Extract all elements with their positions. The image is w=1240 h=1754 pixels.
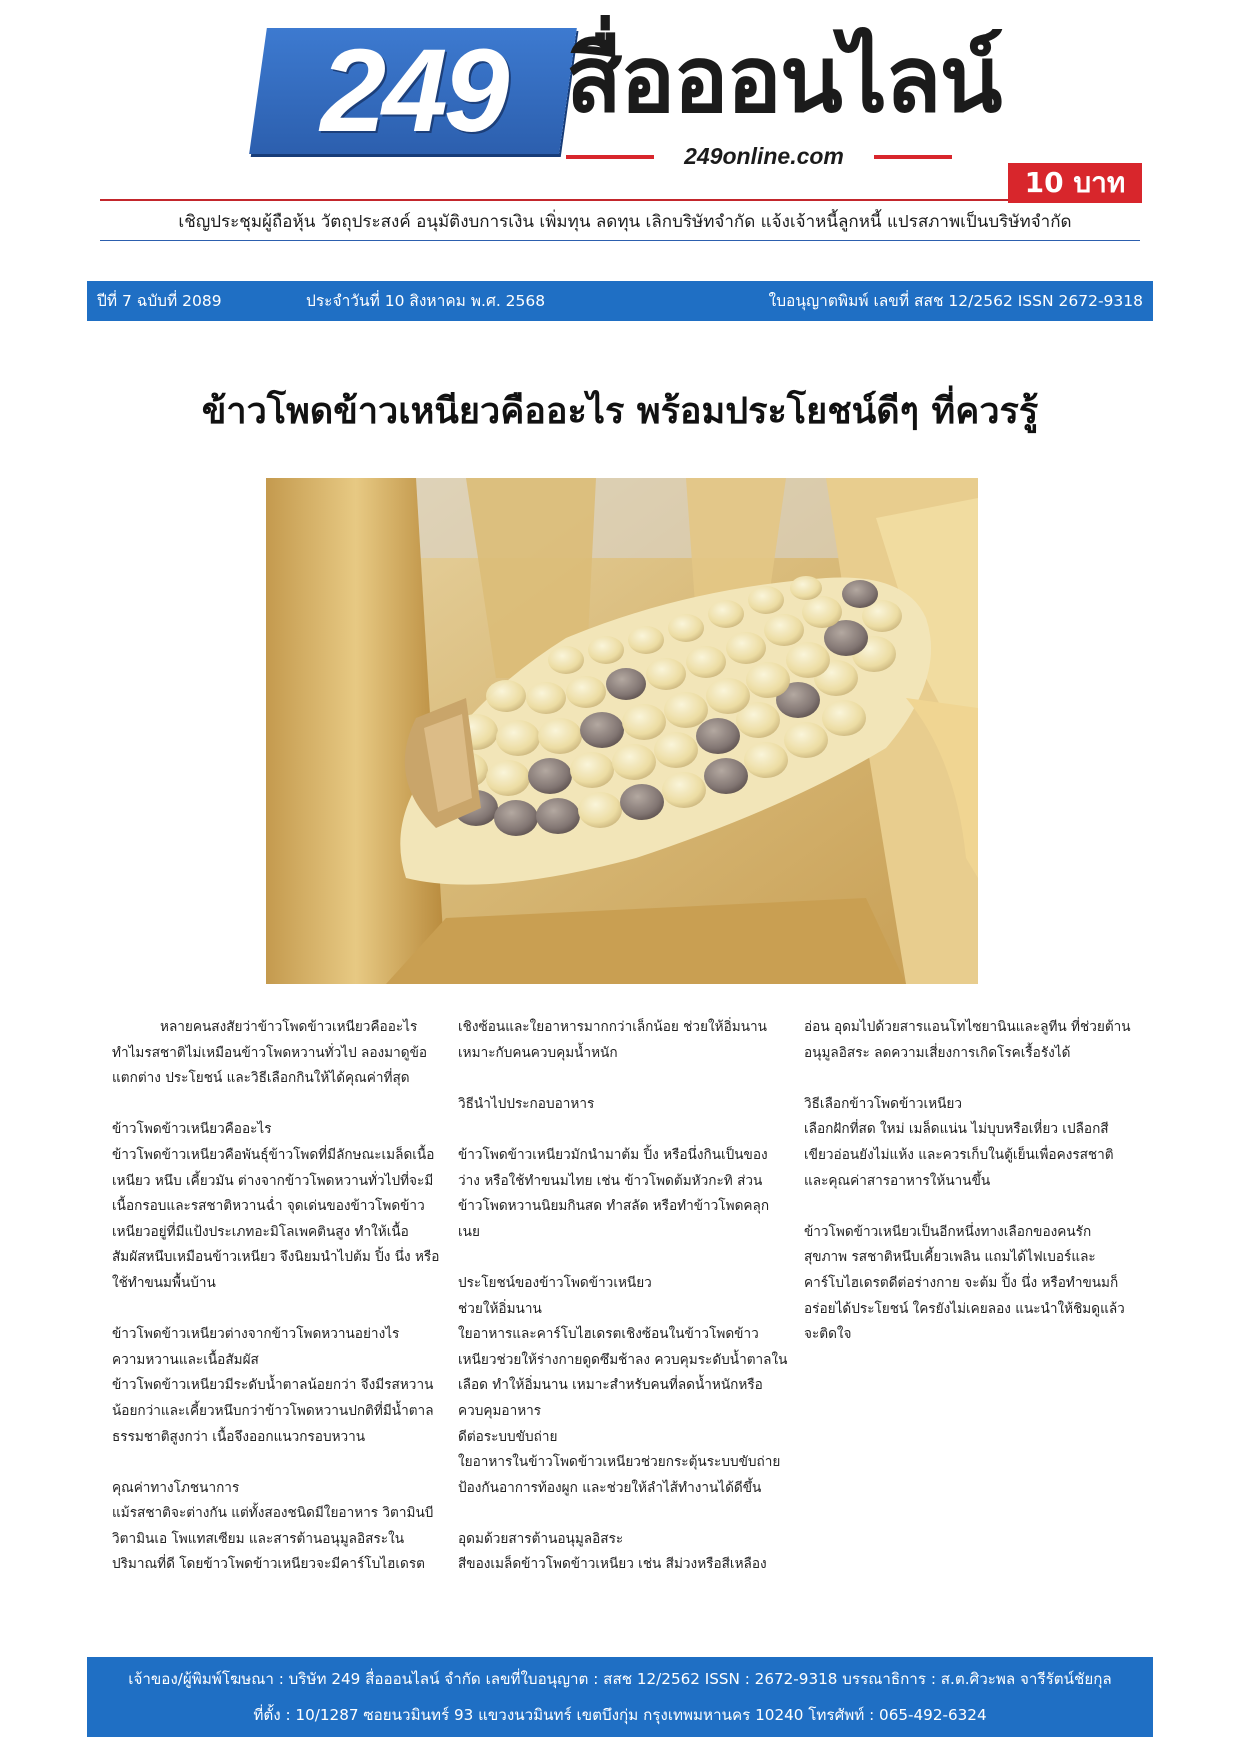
paragraph: ข้าวโพดข้าวเหนียวคือพันธุ์ข้าวโพดที่มีลักษณะเมล็ดเนื้อเหนียว หนึบ เคี้ยวมัน ต่างจากข้าวโพดหวานทั่วไปที่จะมีเนื้อกรอบและรสชาติหวานฉ่ำ จุดเด่นของข้าวโพดข้าวเหนียวอยู่ที่มีแป้งประเภทอะมิโลเพคตินสูง ทำให้เนื้อสัมผัสหนึบเหมือนข้าวเหนียว จึงนิยมนำไปต้ม ปิ้ง นึ่ง หรือใช้ทำขนมพื้นบ้าน (112, 1146, 440, 1291)
paragraph: เชิงซ้อนและใยอาหารมากกว่าเล็กน้อย ช่วยให้อิ่มนาน เหมาะกับคนควบคุมน้ำหนัก (458, 1019, 767, 1061)
paragraph: อ่อน อุดมไปด้วยสารแอนโทไซยานินและลูทีน ที่ช่วยต้านอนุมูลอิสระ ลดความเสี่ยงการเกิดโรคเรื้อรังได้ (804, 1019, 1131, 1061)
section-heading: ประโยชน์ของข้าวโพดข้าวเหนียว (458, 1274, 652, 1291)
paragraph: ข้าวโพดข้าวเหนียวมีระดับน้ำตาลน้อยกว่า จึงมีรสหวานน้อยกว่าและเคี้ยวหนึบกว่าข้าวโพดหวานปกติที่มีน้ำตาลธรรมชาติสูงกว่า เนื้อจึงออกแนวกรอบหวาน (112, 1377, 434, 1445)
section-heading: คุณค่าทางโภชนาการ (112, 1479, 240, 1496)
issue-number: ปีที่ 7 ฉบับที่ 2089 (97, 292, 222, 310)
license-info: ใบอนุญาตพิมพ์ เลขที่ สสช 12/2562 ISSN 2672-9318 (768, 292, 1143, 310)
paragraph: ใยอาหารและคาร์โบไฮเดรตเชิงซ้อนในข้าวโพดข้าวเหนียวช่วยให้ร่างกายดูดซึมช้าลง ควบคุมระดับน้ำตาลในเลือด ทำให้อิ่มนาน เหมาะสำหรับคนที่ลดน้ำหนักหรือควบคุมอาหาร (458, 1326, 788, 1419)
logo-name: สื่อออนไลน์ (566, 26, 1001, 133)
article-intro: หลายคนสงสัยว่าข้าวโพดข้าวเหนียวคืออะไร ทำไมรสชาติไม่เหมือนข้าวโพดหวานทั่วไป ลองมาดูข้อแตกต่าง ประโยชน์ และวิธีเลือกกินให้ได้คุณค่าที่สุด (112, 1019, 428, 1087)
footer-address-line: ที่ตั้ง : 10/1287 ซอยนวมินทร์ 93 แขวงนวมินทร์ เขตบึงกุ่ม กรุงเทพมหานคร 10240 โทรศัพท์ : 065-492-6324 (253, 1706, 987, 1724)
sub-heading: อุดมด้วยสารต้านอนุมูลอิสระ (458, 1530, 624, 1547)
article-column-2 (458, 1015, 788, 1595)
publisher-footer (87, 1657, 1153, 1737)
issue-info-bar (87, 281, 1153, 321)
paragraph: ข้าวโพดข้าวเหนียวเป็นอีกหนึ่งทางเลือกของคนรักสุขภาพ รสชาติหนึบเคี้ยวเพลิน แถมได้ไฟเบอร์และคาร์โบไฮเดรตดีต่อร่างกาย จะต้ม ปิ้ง นึ่ง หรือทำขนมก็อร่อยได้ประโยชน์ ใครยังไม่เคยลอง แนะนำให้ชิมดูแล้วจะติดใจ (804, 1223, 1125, 1343)
website-url: 249online.com (684, 143, 844, 169)
article-column-1 (112, 1015, 442, 1595)
section-heading: วิธีเลือกข้าวโพดข้าวเหนียว (804, 1095, 963, 1112)
sub-heading: ดีต่อระบบขับถ่าย (458, 1428, 558, 1445)
section-heading: วิธีนำไปประกอบอาหาร (458, 1095, 595, 1112)
sub-heading: ความหวานและเนื้อสัมผัส (112, 1351, 259, 1368)
article-column-3 (804, 1015, 1134, 1595)
price-badge: 10 บาท (1008, 163, 1142, 203)
article-headline: ข้าวโพดข้าวเหนียวคืออะไร พร้อมประโยชน์ดีๆ ที่ควรรู้ (201, 391, 1039, 432)
logo-divider-right (874, 155, 952, 159)
section-heading: ข้าวโพดข้าวเหนียวคืออะไร (112, 1121, 272, 1138)
masthead-rule (100, 199, 1008, 201)
paragraph: ใยอาหารในข้าวโพดข้าวเหนียวช่วยกระตุ้นระบบขับถ่าย ป้องกันอาการท้องผูก และช่วยให้ลำไส้ทำงานได้ดีขึ้น (458, 1454, 781, 1496)
sub-heading: ช่วยให้อิ่มนาน (458, 1300, 542, 1317)
paragraph: แม้รสชาติจะต่างกัน แต่ทั้งสองชนิดมีใยอาหาร วิตามินบี วิตามินเอ โพแทสเซียม และสารต้านอนุมูลอิสระในปริมาณที่ดี โดยข้าวโพดข้าวเหนียวจะมีคาร์โบไฮเดรต (112, 1505, 434, 1573)
section-heading: ข้าวโพดข้าวเหนียวต่างจากข้าวโพดหวานอย่างไร (112, 1326, 400, 1343)
issue-date: ประจำวันที่ 10 สิงหาคม พ.ศ. 2568 (306, 292, 546, 310)
corn-photo (266, 478, 978, 984)
masthead-tagline: เชิญประชุมผู้ถือหุ้น วัตถุประสงค์ อนุมัติงบการเงิน เพิ่มทุน ลดทุน เลิกบริษัทจำกัด แจ้งเจ้าหนี้ลูกหนี้ แปรสภาพเป็นบริษัทจำกัด (178, 212, 1072, 232)
logo-divider-left (566, 155, 654, 159)
paragraph: สีของเมล็ดข้าวโพดข้าวเหนียว เช่น สีม่วงหรือสีเหลือง (458, 1556, 767, 1573)
logo-number: 249 (320, 25, 506, 157)
paragraph: เลือกฝักที่สด ใหม่ เมล็ดแน่น ไม่บุบหรือเหี่ยว เปลือกสีเขียวอ่อนยังไม่แห้ง และควรเก็บในตู้เย็นเพื่อคงรสชาติและคุณค่าสารอาหารให้นานขึ้น (804, 1121, 1114, 1189)
logo-number-block (249, 25, 577, 157)
tagline-rule (100, 240, 1140, 241)
paragraph: ข้าวโพดข้าวเหนียวมักนำมาต้ม ปิ้ง หรือนึ่งกินเป็นของว่าง หรือใช้ทำขนมไทย เช่น ข้าวโพดต้มหัวกะทิ ส่วนข้าวโพดหวานนิยมกินสด ทำสลัด หรือทำข้าวโพดคลุกเนย (458, 1146, 770, 1240)
footer-publisher-line: เจ้าของ/ผู้พิมพ์โฆษณา : บริษัท 249 สื่อออนไลน์ จำกัด เลขที่ใบอนุญาต : สสช 12/2562 ISSN : 2672-9318 บรรณาธิการ : ส.ต.ศิวะพล จารีรัตน์ชัยกุล (128, 1670, 1112, 1688)
